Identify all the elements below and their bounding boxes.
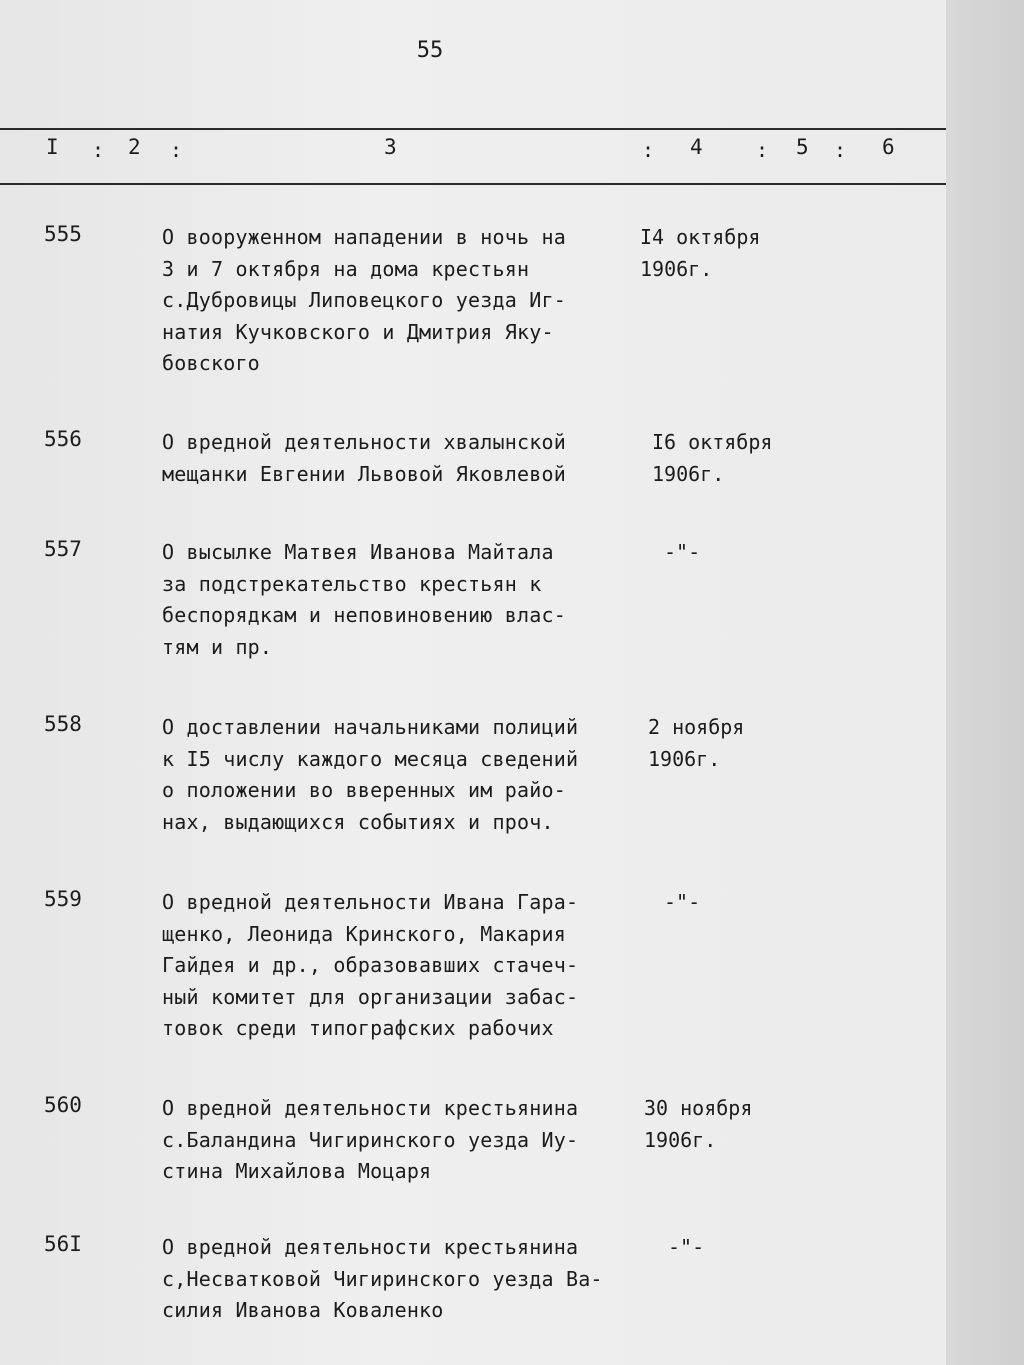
entry-date: 30 ноября 1906г. [644, 1096, 753, 1152]
entry-date: -"- [668, 1235, 705, 1259]
header-bottom-rule [0, 183, 946, 185]
entry-description: О вредной деятельности крестьянина с,Несватковой Чигиринского уезда Ва- силия Иванова Коваленко [162, 1235, 603, 1322]
entry-number: 557 [44, 537, 82, 561]
column-separator: : [834, 138, 847, 162]
entry-date: -"- [664, 540, 701, 564]
header-top-rule [0, 128, 946, 130]
entry-number: 556 [44, 427, 82, 451]
column-separator: : [170, 138, 183, 162]
entry-number: 56I [44, 1232, 82, 1256]
column-separator: : [756, 138, 769, 162]
column-header-3: 3 [384, 135, 398, 159]
column-header-2: 2 [128, 135, 142, 159]
column-separator: : [92, 138, 105, 162]
entry-date: I6 октября 1906г. [652, 430, 773, 486]
entry-date: 2 ноября 1906г. [648, 715, 745, 771]
entry-number: 555 [44, 222, 82, 246]
entry-number: 559 [44, 887, 82, 911]
entry-description: О вредной деятельности крестьянина с.Баландина Чигиринского уезда Иу- стина Михайлова Моцаря [162, 1096, 579, 1183]
column-header-4: 4 [690, 135, 704, 159]
entry-number: 560 [44, 1093, 82, 1117]
entry-description: О вооруженном нападении в ночь на 3 и 7 октября на дома крестьян с.Дубровицы Липовецкого уезда Иг- натия Кучковского и Дмитрия Яку- бовского [162, 225, 566, 375]
underlying-page-edge [940, 0, 1024, 1365]
entry-description: О доставлении начальниками полиций к I5 числу каждого месяца сведений о положении во вверенных им райо- нах, выдающихся событиях и проч. [162, 715, 579, 834]
entry-date: -"- [664, 890, 701, 914]
column-header-1: I [46, 135, 60, 159]
column-separator: : [642, 138, 655, 162]
column-header-5: 5 [796, 135, 810, 159]
column-header-6: 6 [882, 135, 896, 159]
page-number: 55 [416, 38, 444, 63]
entry-date: I4 октября 1906г. [640, 225, 761, 281]
entry-number: 558 [44, 712, 82, 736]
entry-description: О вредной деятельности Ивана Гара- щенко, Леонида Кринского, Макария Гайдея и др., образовавших стачеч- ный комитет для организации забас- товок среди типографских рабочих [162, 890, 579, 1040]
entry-description: О высылке Матвея Иванова Майтала за подстрекательство крестьян к беспорядкам и неповиновению влас- тям и пр. [162, 540, 566, 659]
entry-description: О вредной деятельности хвалынской мещанки Евгении Львовой Яковлевой [162, 430, 566, 486]
